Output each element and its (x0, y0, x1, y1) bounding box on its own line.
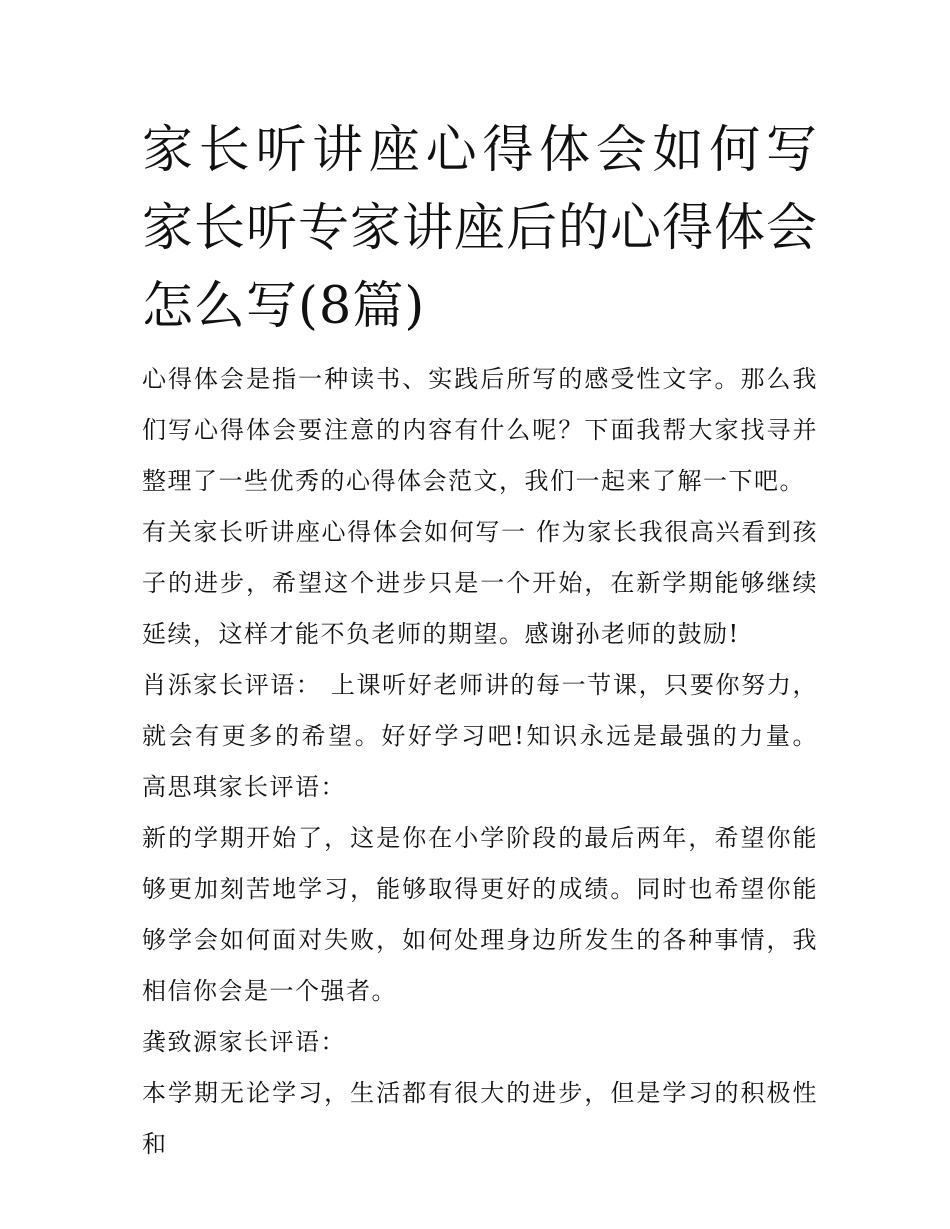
intro-paragraph: 心得体会是指一种读书、实践后所写的感受性文字。那么我们写心得体会要注意的内容有什么呢？下面我帮大家找寻并整理了一些优秀的心得体会范文，我们一起来了解一下吧。 (142, 365, 818, 495)
parent-comment-body-paragraph: 新的学期开始了，这是你在小学阶段的最后两年，希望你能够更加刻苦地学习，能够取得更好的成绩。同时也希望你能够学会如何面对失败，如何处理身边所发生的各种事情，我相信你会是一个强者。 (142, 824, 818, 1005)
parent-comment-heading: 龚致源家长评语： (142, 1028, 346, 1056)
document-body (142, 112, 818, 1170)
final-paragraph: 本学期无论学习，生活都有很大的进步，但是学习的积极性和 (142, 1079, 818, 1158)
document-title: 家长听讲座心得体会如何写 家长听专家讲座后的心得体会怎么写(8篇) (142, 121, 819, 336)
parent-comment-paragraph: 肖泺家长评语： 上课听好老师讲的每一节课，只要你努力，就会有更多的希望。好好学习吧!知识永远是最强的力量。 高思琪家长评语： (142, 671, 818, 801)
essay-one-paragraph: 有关家长听讲座心得体会如何写一 作为家长我很高兴看到孩子的进步，希望这个进步只是一个开始，在新学期能够继续延续，这样才能不负老师的期望。感谢孙老师的鼓励! (142, 518, 818, 648)
